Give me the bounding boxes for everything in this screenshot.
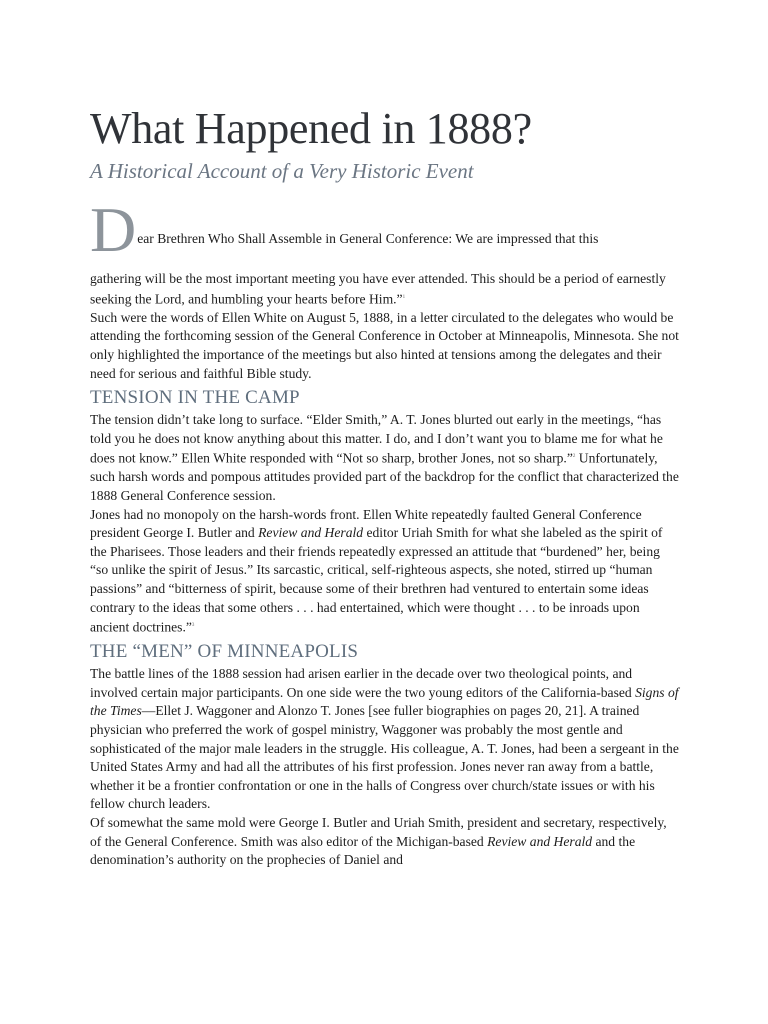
drop-cap: D [90, 194, 137, 265]
lead-rest-text: gathering will be the most important meeting you have ever attended. This should be a period of earnestly seeking the Lord, and humbling your hearts before Him.” [90, 271, 666, 307]
article-subtitle: A Historical Account of a Very Historic Event [90, 159, 474, 183]
paragraph-5 [90, 814, 680, 870]
paragraph-2 [90, 411, 680, 506]
paragraph-5-text-continued: and the denomination’s authority on the prophecies of Daniel and [90, 833, 636, 868]
section-heading-tension: TENSION IN THE CAMP [90, 387, 300, 409]
footnote-marker: 3 [191, 623, 195, 629]
lead-continuation [90, 258, 680, 309]
paragraph-3-text: Jones had no monopoly on the harsh-words front. Ellen White repeatedly faulted General Conference president George I. Butler and [90, 506, 642, 541]
publication-title: Signs of the Times [90, 684, 679, 719]
paragraph-4-text: The battle lines of the 1888 session had arisen earlier in the decade over two theological points, and involved certain major participants. On one side were the two young editors of the California-based [90, 666, 636, 700]
paragraph-4-text-continued: —Ellet J. Waggoner and Alonzo T. Jones [see fuller biographies on pages 20, 21]. A trained physician who preferred the work of gospel ministry, Waggoner was probably the most gentle and sophisticated of the major male leaders in the struggle. His colleague, A. T. Jones, had been a sergeant in the United States Army and had all the attributes of his first profession. Jones never ran away from a battle, whether it be a frontier confrontation or one in the halls of Congress over church/state issues or with his fellow church leaders. [90, 703, 679, 812]
article [90, 104, 680, 870]
paragraph-5-text: Of somewhat the same mold were George I. Butler and Uriah Smith, president and secretary, respectively, of the General Conference. Smith was also editor of the Michigan-based [90, 815, 667, 849]
footnote-marker: 1 [402, 294, 406, 300]
publication-title: Review and Herald [487, 833, 593, 849]
paragraph-4 [90, 665, 680, 814]
lead-paragraph [90, 194, 680, 265]
paragraph-1: Such were the words of Ellen White on August 5, 1888, in a letter circulated to the delegates who would be attending the forthcoming session of the General Conference in October at Minneapolis, Minnesota. She not only highlighted the importance of the meetings but also hinted at tensions among the delegates and their need for serious and faithful Bible study. [90, 309, 679, 381]
footnote-marker: 2 [572, 454, 576, 460]
article-title: What Happened in 1888? [90, 104, 532, 153]
paragraph-2-text-continued: Unfortunately, such harsh words and pompous attitudes provided part of the backdrop for the conflict that characterized the 1888 General Conference session. [90, 450, 679, 503]
paragraph-3 [90, 506, 680, 638]
paragraph-2-text: The tension didn’t take long to surface. “Elder Smith,” A. T. Jones blurted out early in the meetings, “has told you he does not know anything about this matter. I do, and I don’t want you to blame me for what he does not know.” Ellen White responded with “Not so sharp, brother Jones, not so sharp.” [90, 412, 663, 466]
section-heading-men: THE “MEN” OF MINNEAPOLIS [90, 641, 359, 663]
lead-first-line: ear Brethren Who Shall Assemble in General Conference: We are impressed that this [137, 231, 599, 246]
publication-title: Review and Herald [258, 525, 364, 541]
paragraph-3-text-continued: editor Uriah Smith for what she labeled as the spirit of the Pharisees. Those leaders and their friends repeatedly expressed an attitude that “burdened” her, being “so unlike the spirit of Jesus.” Its sarcastic, critical, self-righteous aspects, she noted, stirred up “human passions” and “bitterness of spirit, because some of their brethren had ventured to entertain some ideas contrary to the ideas that some others . . . had entertained, which were thought . . . to be inroads upon ancient doctrines.” [90, 525, 663, 635]
